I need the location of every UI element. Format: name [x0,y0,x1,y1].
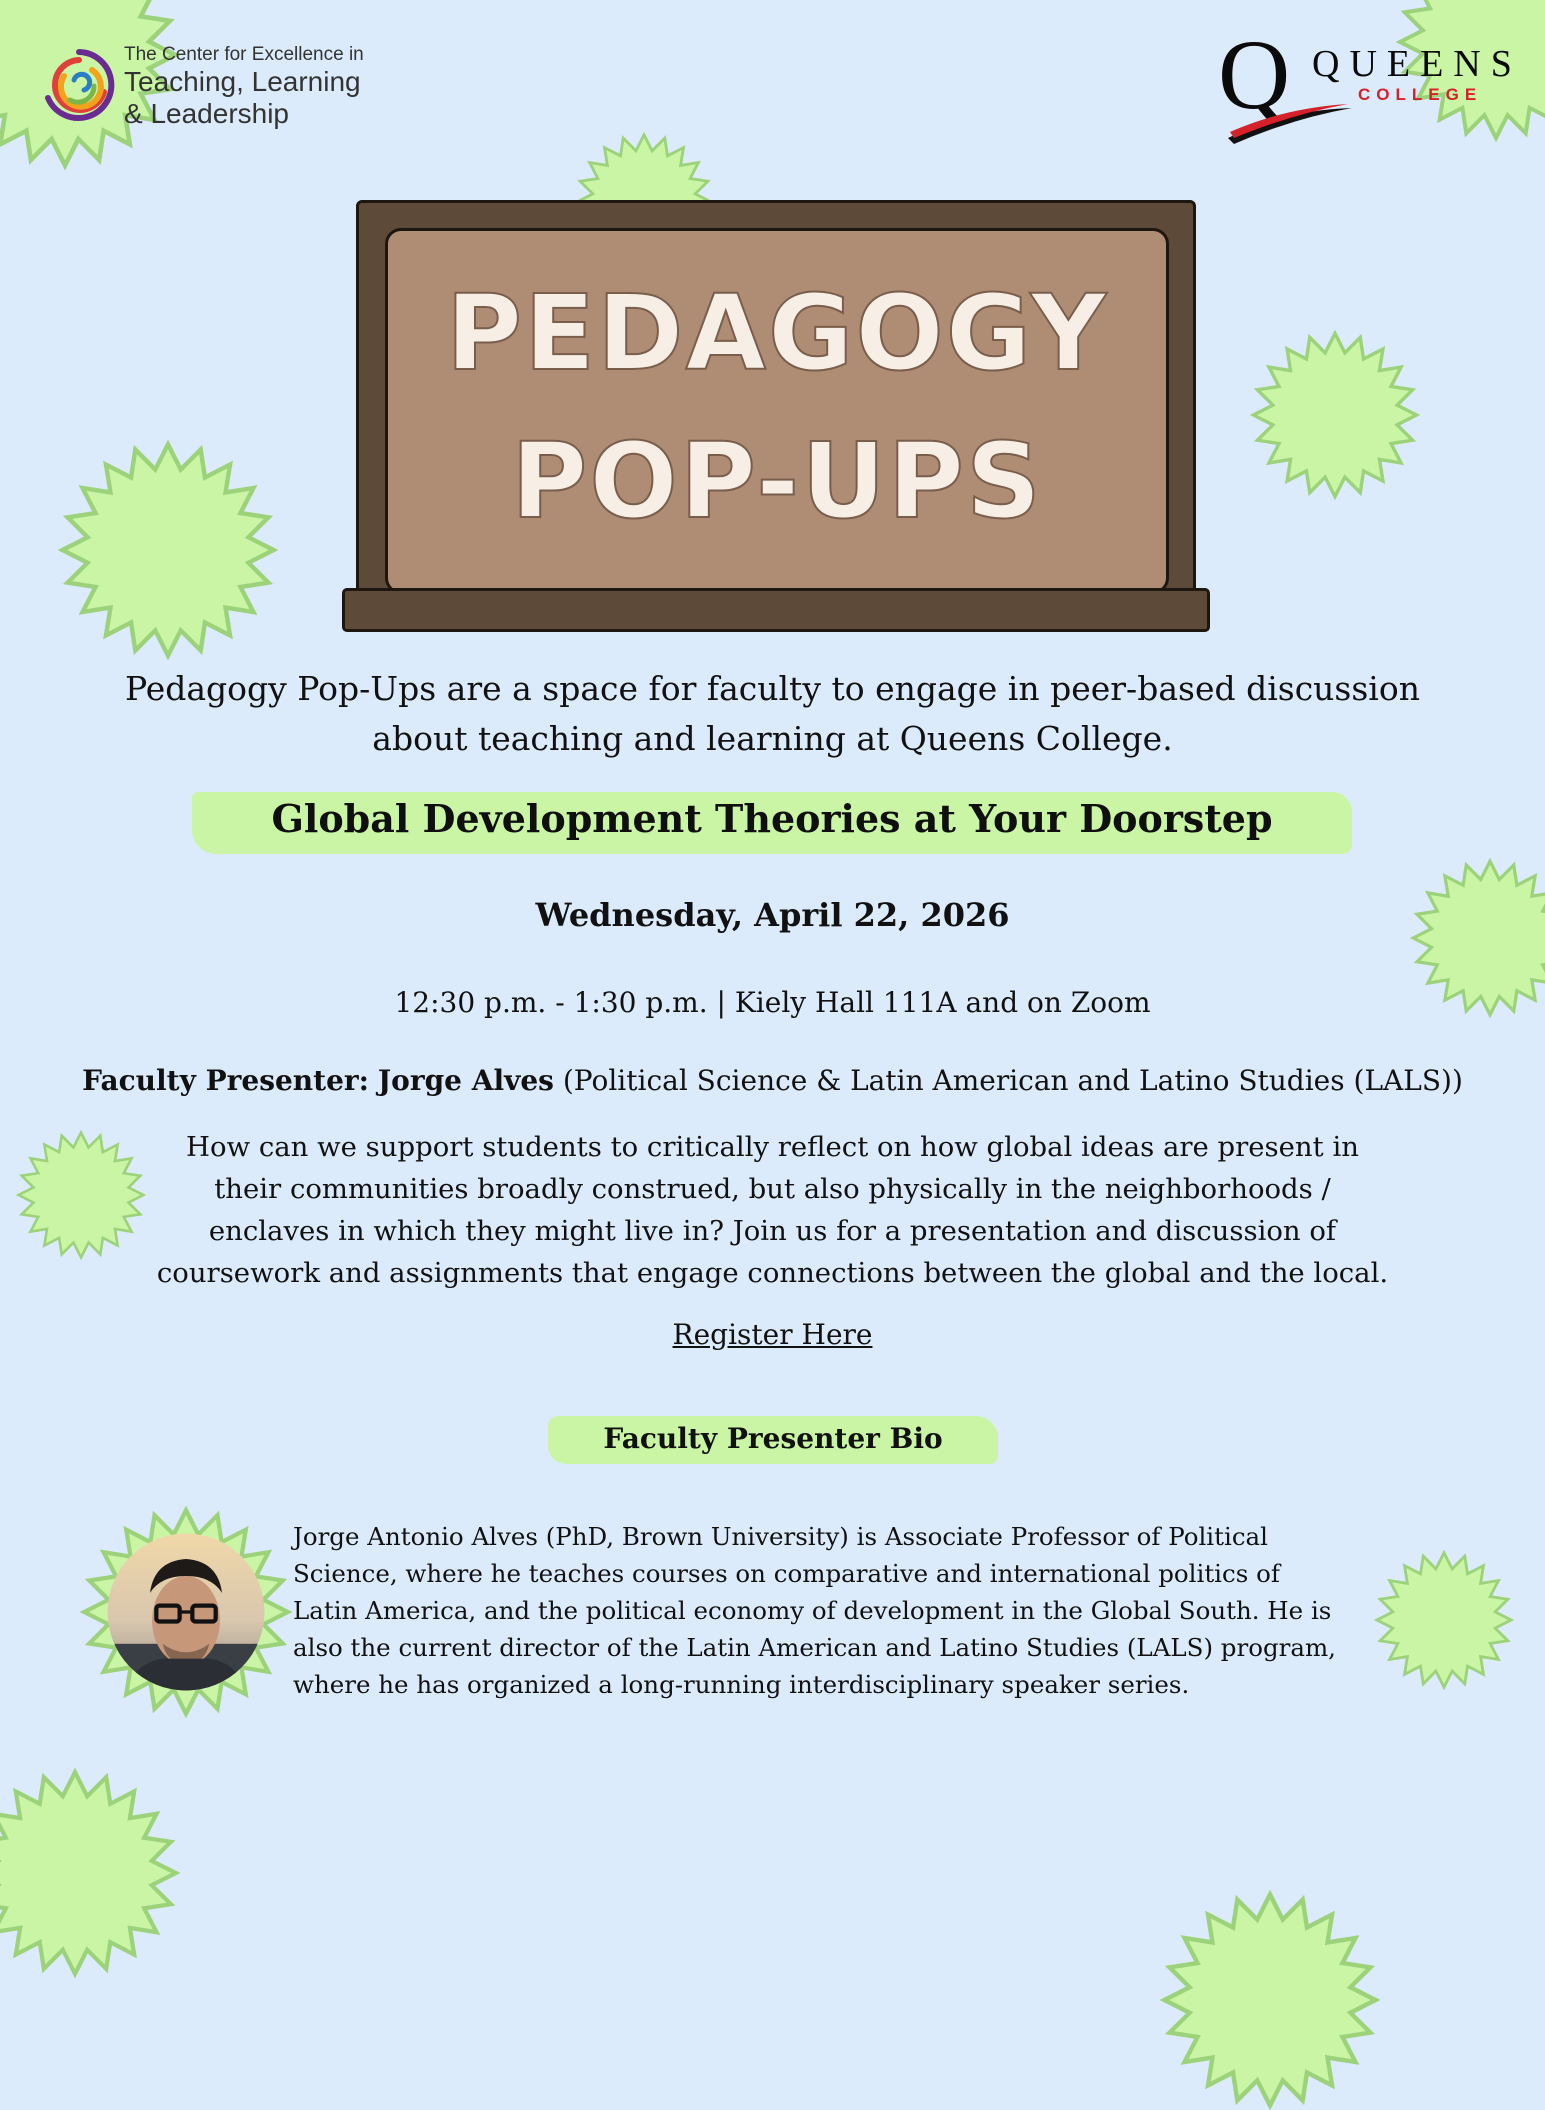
register-row [0,1318,1545,1351]
queens-subtitle: COLLEGE [1358,85,1483,104]
intro-text: Pedagogy Pop-Ups are a space for faculty to engage in peer-based discussion about teaching and learning at Queens College. [125,669,1420,758]
starburst-shape [0,1772,176,1974]
queens-name: QUEENS [1312,43,1522,85]
starburst-decoration [1250,330,1420,500]
starburst-shape [19,1133,144,1258]
starburst-shape [62,444,273,655]
ctl-logo [34,40,374,130]
event-description: How can we support students to critically reflect on how global ideas are present in their communities broadly construed, but also physically in the neighborhoods / enclaves in which they might live in? Join us for a presentation and discussion of coursework and assignments that engage connections between the global and the local. [156,1131,1389,1289]
event-date: Wednesday, April 22, 2026 [535,896,1010,934]
starburst-decoration [58,440,278,660]
register-link[interactable]: Register Here [672,1318,873,1351]
presenter-department: (Political Science & Latin American and Latino Studies (LALS)) [562,1064,1463,1097]
bio-heading: Faculty Presenter Bio [603,1422,943,1455]
queens-swoosh-icon [1224,102,1354,146]
starburst-decoration [16,1130,146,1260]
starburst-decoration [1160,1890,1380,2110]
starburst-shape [1377,1553,1511,1687]
ctl-logo-line2: Teaching, Learning [124,66,361,97]
starburst-decoration [0,1768,180,1978]
chalkboard-ledge [342,588,1210,632]
ctl-logo-line1: The Center for Excellence in [124,44,364,65]
event-time-location: 12:30 p.m. - 1:30 p.m. | Kiely Hall 111A and on Zoom [394,986,1151,1019]
bio-text: Jorge Antonio Alves (PhD, Brown University) is Associate Professor of Political Science, where he teaches courses on comparative and international politics of Latin America, and the political economy of development in the Global South. He is also the current director of the Latin American and Latino Studies (LALS) program, where he has organized a long-running interdisciplinary speaker series. [293,1522,1336,1699]
ctl-logo-line3: & Leadership [124,98,290,129]
starburst-decoration [1374,1550,1514,1690]
presenter-name: Jorge Alves [377,1064,554,1097]
chalkboard-title-line1: PEDAGOGY [445,272,1109,394]
presenter-label: Faculty Presenter: [82,1064,369,1097]
queens-q-mark: Q [1218,19,1291,130]
starburst-shape [1164,1894,1375,2105]
chalkboard-title-line2: POP-UPS [511,420,1043,542]
starburst-shape [1253,333,1416,496]
swirl-logo-icon [34,40,124,130]
event-title: Global Development Theories at Your Doorstep [271,796,1273,841]
queens-college-logo [1218,19,1528,138]
faculty-presenter-line [0,1064,1545,1097]
presenter-portrait [80,1506,292,1718]
